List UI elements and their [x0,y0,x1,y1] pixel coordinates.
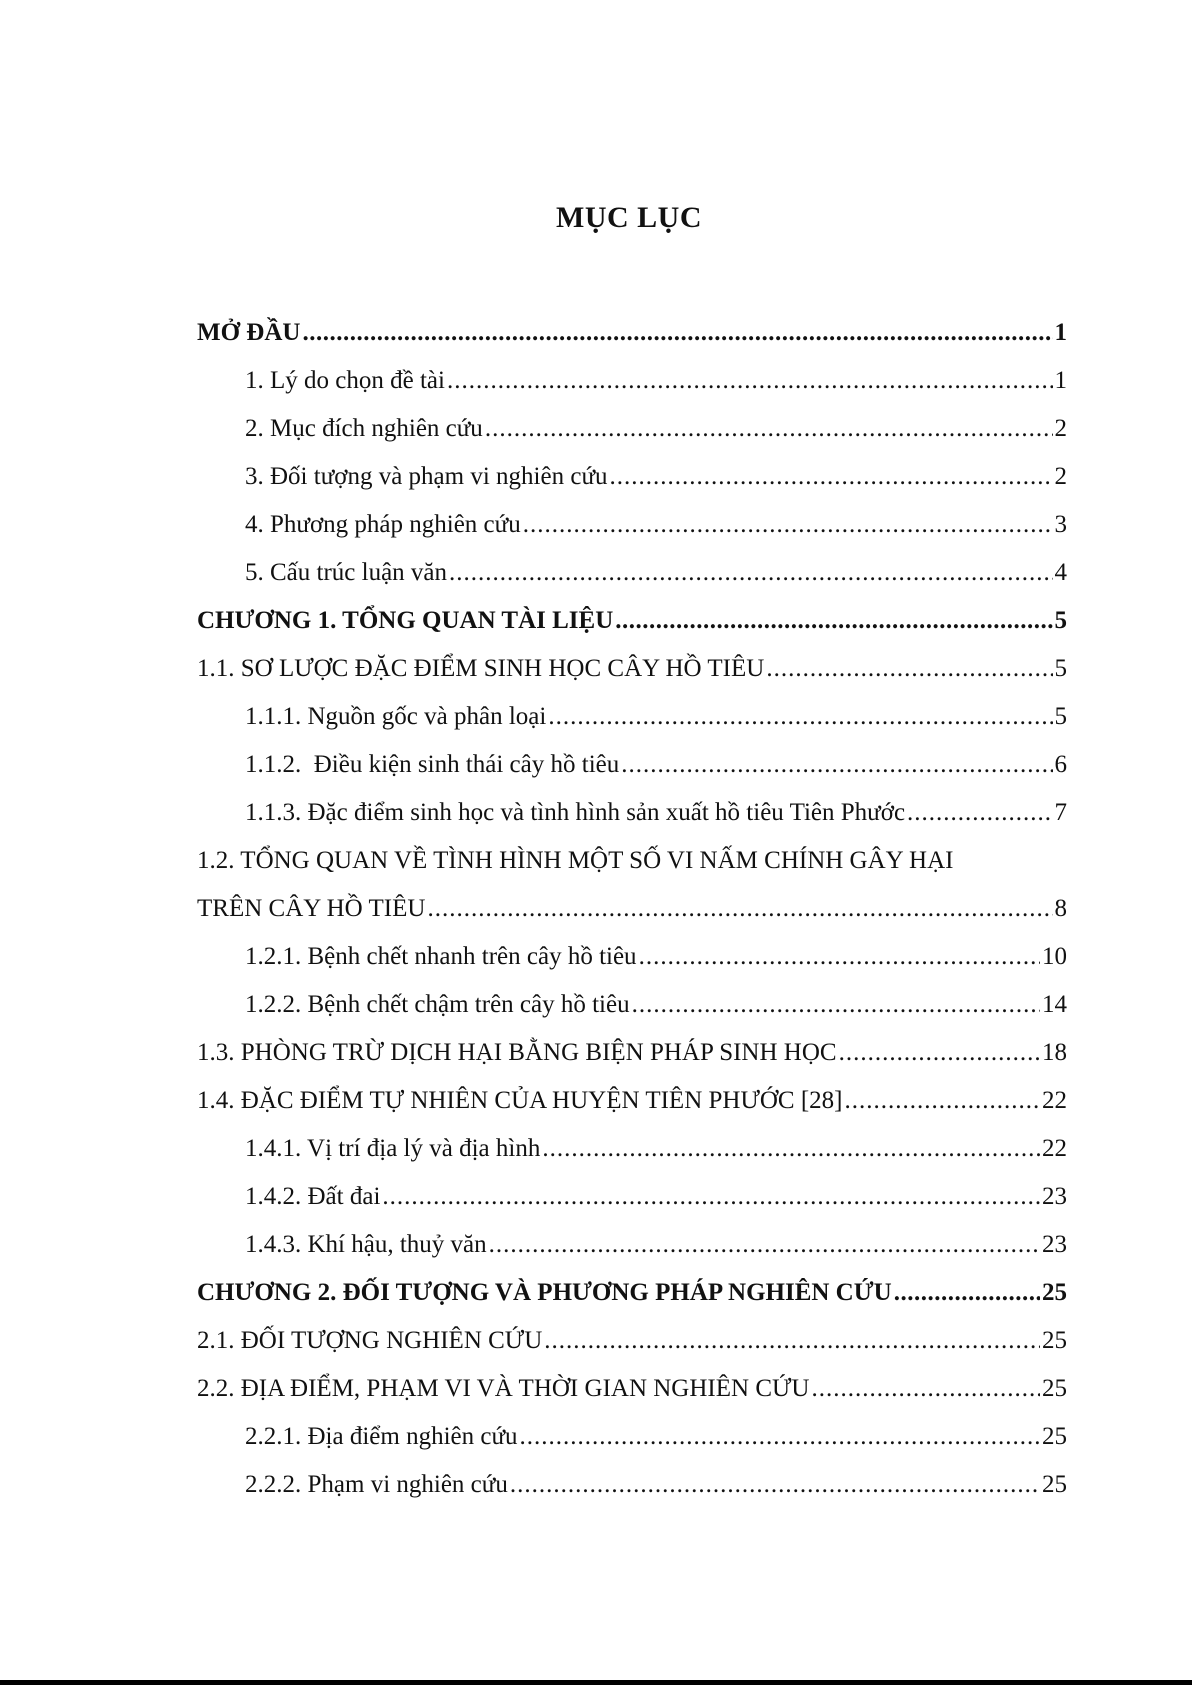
toc-entry-label: 4. Phương pháp nghiên cứu [245,511,521,538]
toc-page-number: 8 [1054,895,1067,922]
page-title: MỤC LỤC [556,201,702,234]
dot-leader [544,1317,1040,1365]
toc-entry-wrapped-line[interactable]: 1.2. TỔNG QUAN VỀ TÌNH HÌNH MỘT SỐ VI NẤM CHÍNH GÂY HẠI [197,847,954,874]
dot-leader [542,1125,1040,1173]
dot-leader [621,741,1052,789]
toc-entry-label: 1. Lý do chọn đề tài [245,367,445,394]
toc-entry-label: 5. Cấu trúc luận văn [245,559,448,586]
toc-entry-label: 1.2.2. Bệnh chết chậm trên cây hồ tiêu [245,991,630,1018]
toc-entry-label: CHƯƠNG 2. ĐỐI TƯỢNG VÀ PHƯƠNG PHÁP NGHIÊN CỨU [197,1279,892,1306]
toc-entry-label: 2.1. ĐỐI TƯỢNG NGHIÊN CỨU [197,1327,543,1354]
dot-leader [811,1365,1040,1413]
toc-page-number: 4 [1054,559,1067,586]
toc-entry-label: 3. Đối tượng và phạm vi nghiên cứu [245,463,608,490]
toc-page-number: 5 [1054,655,1067,682]
toc-entry[interactable] [197,453,1067,501]
toc-entry-label: 1.1. SƠ LƯỢC ĐẶC ĐIỂM SINH HỌC CÂY HỒ TIÊU [197,655,765,682]
toc-entry[interactable] [197,933,1067,981]
dot-leader [548,693,1052,741]
toc-entry-label: MỞ ĐẦU [197,319,301,346]
toc-entry-label: 1.4.1. Vị trí địa lý và địa hình [245,1135,541,1162]
dot-leader [510,1461,1040,1509]
toc-entry-label: 1.4.2. Đất đai [245,1183,381,1210]
toc-entry-label: 2. Mục đích nghiên cứu [245,415,483,442]
toc-entry[interactable] [197,789,1067,837]
toc-entry[interactable] [197,1125,1067,1173]
dot-leader [449,549,1052,597]
toc-entry[interactable] [197,1077,1067,1125]
dot-leader [523,501,1053,549]
toc-entry[interactable] [197,645,1067,693]
toc-entry[interactable] [197,405,1067,453]
toc-entry-label: 1.1.1. Nguồn gốc và phân loại [245,703,547,730]
dot-leader [520,1413,1040,1461]
toc-entry-label: CHƯƠNG 1. TỔNG QUAN TÀI LIỆU [197,607,614,634]
dot-leader [907,789,1052,837]
toc-page-number: 22 [1042,1087,1067,1114]
dot-leader [489,1221,1040,1269]
dot-leader [639,933,1040,981]
toc-entry-label: 1.4. ĐẶC ĐIỂM TỰ NHIÊN CỦA HUYỆN TIÊN PHƯỚC [28] [197,1087,843,1114]
dot-leader [382,1173,1040,1221]
toc-page-number: 18 [1042,1039,1067,1066]
toc-entry[interactable] [197,1365,1067,1413]
toc-page-number: 23 [1042,1183,1067,1210]
bottom-edge-rule [0,1680,1192,1685]
toc-entry[interactable] [197,309,1067,357]
toc-page-number: 5 [1054,703,1067,730]
dot-leader [894,1269,1040,1317]
toc-entry-label: 2.2. ĐỊA ĐIỂM, PHẠM VI VÀ THỜI GIAN NGHIÊN CỨU [197,1375,810,1402]
dot-leader [766,645,1052,693]
toc-page-number: 1 [1054,319,1067,346]
toc-entry[interactable] [197,501,1067,549]
toc-entry[interactable] [197,549,1067,597]
toc-entry[interactable] [197,981,1067,1029]
dot-leader [610,453,1053,501]
toc-entry[interactable] [197,693,1067,741]
toc-page-number: 5 [1054,607,1067,634]
toc-entry-label: 1.2.1. Bệnh chết nhanh trên cây hồ tiêu [245,943,637,970]
toc-entry[interactable] [197,1317,1067,1365]
toc-entry-label: 2.2.1. Địa điểm nghiên cứu [245,1423,518,1450]
toc-entry[interactable] [197,741,1067,789]
toc-entry-label: 1.3. PHÒNG TRỪ DỊCH HẠI BẰNG BIỆN PHÁP SINH HỌC [197,1039,837,1066]
toc-entry[interactable] [197,1029,1067,1077]
dot-leader [427,885,1052,933]
toc-entry[interactable] [197,885,1067,933]
toc-page-number: 1 [1054,367,1067,394]
toc-page-number: 10 [1042,943,1067,970]
toc-page-number: 23 [1042,1231,1067,1258]
toc-page-number: 2 [1054,463,1067,490]
toc-entry[interactable] [197,1269,1067,1317]
toc-entry-label: TRÊN CÂY HỒ TIÊU [197,895,426,922]
dot-leader [844,1077,1040,1125]
toc-page-number: 14 [1042,991,1067,1018]
toc-entry-label: 1.1.2. Điều kiện sinh thái cây hồ tiêu [245,751,620,778]
toc-entry[interactable] [197,1413,1067,1461]
toc-page-number: 25 [1042,1471,1067,1498]
toc-page-number: 6 [1054,751,1067,778]
dot-leader [447,357,1053,405]
dot-leader [632,981,1040,1029]
dot-leader [485,405,1053,453]
toc-page-number: 3 [1054,511,1067,538]
toc-page-number: 7 [1054,799,1067,826]
toc-entry[interactable] [197,1221,1067,1269]
toc-entry-label: 1.4.3. Khí hậu, thuỷ văn [245,1231,487,1258]
table-of-contents [197,309,1067,1509]
toc-entry[interactable] [197,1173,1067,1221]
toc-page-number: 25 [1042,1423,1067,1450]
dot-leader [839,1029,1040,1077]
toc-page-number: 25 [1042,1375,1067,1402]
toc-page-number: 22 [1042,1135,1067,1162]
toc-entry[interactable] [197,1461,1067,1509]
toc-page-number: 2 [1054,415,1067,442]
toc-entry[interactable] [197,597,1067,645]
toc-page-number: 25 [1042,1279,1067,1306]
dot-leader [302,309,1052,357]
toc-page-number: 25 [1042,1327,1067,1354]
dot-leader [615,597,1052,645]
toc-entry-label: 2.2.2. Phạm vi nghiên cứu [245,1471,508,1498]
toc-entry[interactable] [197,357,1067,405]
toc-entry-label: 1.1.3. Đặc điểm sinh học và tình hình sản xuất hồ tiêu Tiên Phước [245,799,906,826]
